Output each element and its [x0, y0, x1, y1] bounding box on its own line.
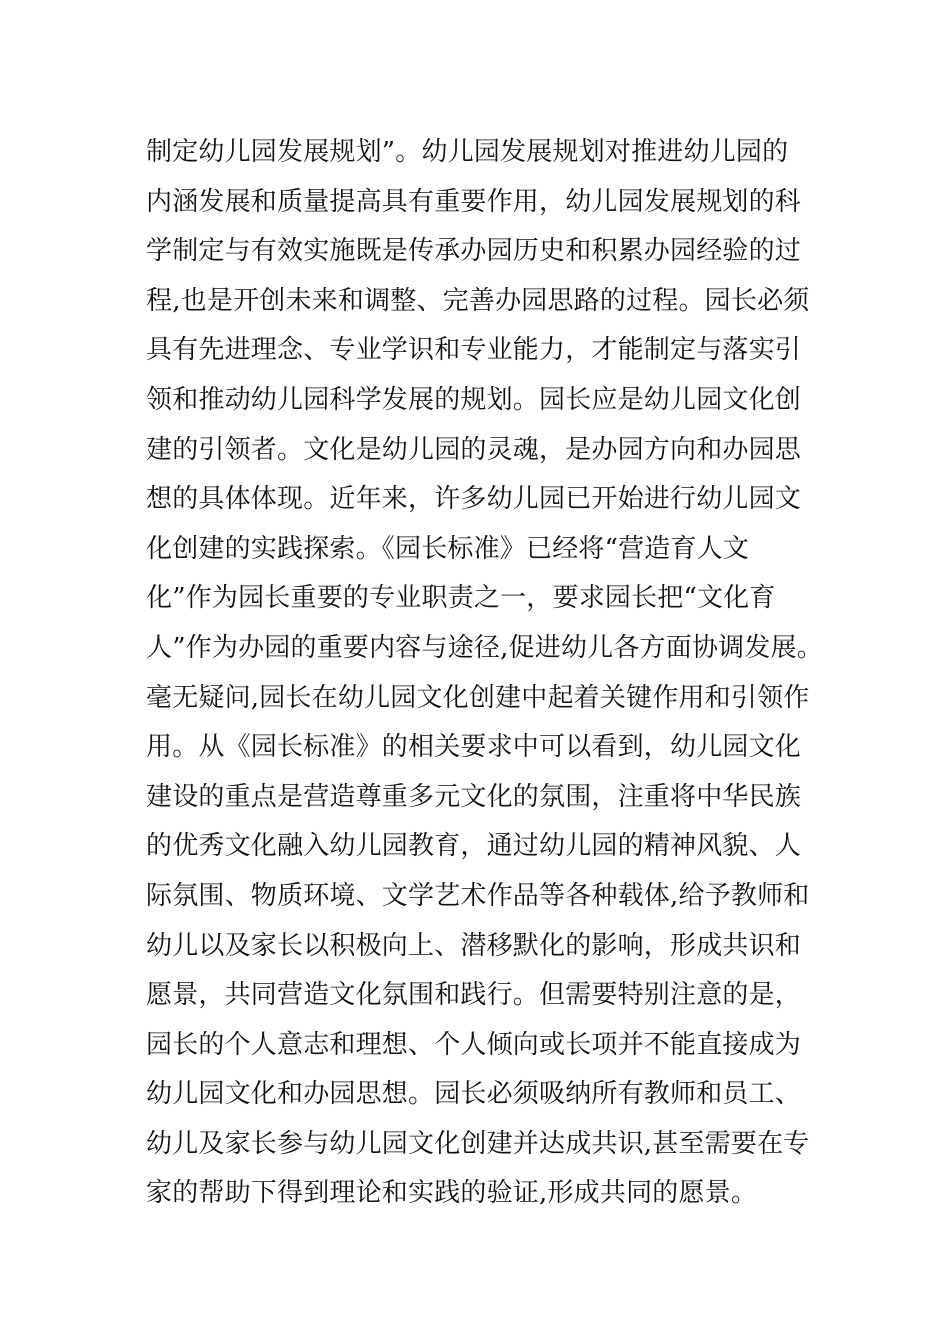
text-line: 园长的个人意志和理想、个人倾向或长项并不能直接成为 — [146, 1029, 802, 1060]
body-paragraph — [146, 128, 826, 1219]
text-line: 毫无疑问,园长在幼儿园文化创建中起着关键作用和引领作 — [146, 682, 810, 713]
text-line: 内涵发展和质量提高具有重要作用，幼儿园发展规划的科 — [146, 186, 802, 217]
text-line: 具有先进理念、专业学识和专业能力，才能制定与落实引 — [146, 335, 802, 366]
text-line: 想的具体体现。近年来，许多幼儿园已开始进行幼儿园文 — [146, 484, 802, 515]
text-line: 际氛围、物质环境、文学艺术作品等各种载体,给予教师和 — [146, 880, 810, 911]
text-line: 的优秀文化融入幼儿园教育，通过幼儿园的精神风貌、人 — [146, 831, 802, 862]
text-line: 学制定与有效实施既是传承办园历史和积累办园经验的过 — [146, 236, 802, 267]
text-line: 人”作为办园的重要内容与途径,促进幼儿各方面协调发展。 — [146, 632, 823, 663]
text-line: 愿景，共同营造文化氛围和践行。但需要特别注意的是， — [146, 980, 802, 1011]
text-line: 程,也是开创未来和调整、完善办园思路的过程。园长必须 — [146, 285, 810, 316]
text-line: 建的引领者。文化是幼儿园的灵魂，是办园方向和办园思 — [146, 434, 802, 465]
text-line: 幼儿及家长参与幼儿园文化创建并达成共识,甚至需要在专 — [146, 1128, 810, 1159]
text-line: 用。从《园长标准》的相关要求中可以看到，幼儿园文化 — [146, 732, 802, 763]
text-line: 建设的重点是营造尊重多元文化的氛围，注重将中华民族 — [146, 781, 802, 812]
text-line: 化创建的实践探索。《园长标准》已经将“营造育人文 — [146, 533, 750, 564]
text-line: 幼儿园文化和办园思想。园长必须吸纳所有教师和员工、 — [146, 1079, 802, 1110]
text-line: 幼儿以及家长以积极向上、潜移默化的影响，形成共识和 — [146, 930, 802, 961]
text-line: 领和推动幼儿园科学发展的规划。园长应是幼儿园文化创 — [146, 384, 802, 415]
text-line: 化”作为园长重要的专业职责之一，要求园长把“文化育 — [146, 583, 776, 614]
text-line: 家的帮助下得到理论和实践的验证,形成共同的愿景。 — [146, 1178, 758, 1209]
text-line: 制定幼儿园发展规划”。幼儿园发展规划对推进幼儿园的 — [146, 137, 789, 167]
